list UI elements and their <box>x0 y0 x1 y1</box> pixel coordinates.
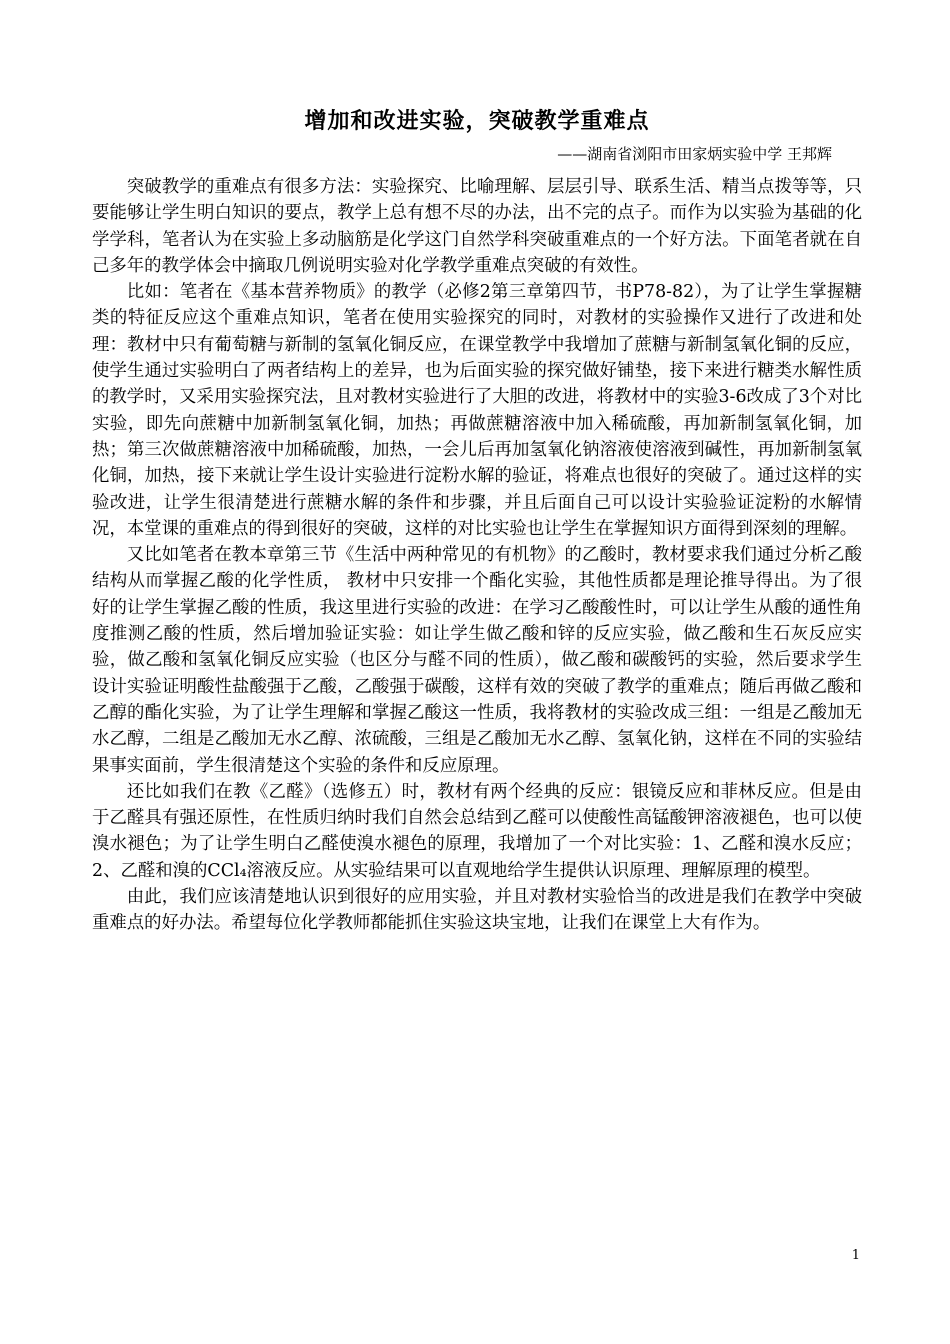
paragraph: 由此，我们应该清楚地认识到很好的应用实验，并且对教材实验恰当的改进是我们在教学中突破重难点的好办法。希望每位化学教师都能抓住实验这块宝地，让我们在课堂上大有作为。 <box>92 887 862 934</box>
document-title: 增加和改进实验，突破教学重难点 <box>304 109 650 134</box>
paragraph: 还比如我们在教《乙醛》（选修五）时，教材有两个经典的反应：银镜反应和菲林反应。但是由于乙醛具有强还原性，在性质归纳时我们自然会总结到乙醛可以使酸性高锰酸钾溶液褪色，也可以使溴水褪色；为了让学生明白乙醛使溴水褪色的原理，我增加了一个对比实验：1、乙醛和溴水反应；2、乙醛和溴的CCl₄溶液反应。从实验结果可以直观地给学生提供认识原理、理解原理的模型。 <box>92 781 862 881</box>
paragraph: 比如：笔者在《基本营养物质》的教学（必修2第三章第四节，书P78-82），为了让学生掌握糖类的特征反应这个重难点知识，笔者在使用实验探究的同时，对教材的实验操作又进行了改进和处理：教材中只有葡萄糖与新制的氢氧化铜反应，在课堂教学中我增加了蔗糖与新制氢氧化铜的反应，使学生通过实验明白了两者结构上的差异，也为后面实验的探究做好铺垫，接下来进行糖类水解性质的教学时，又采用实验探究法，且对教材实验进行了大胆的改进，将教材中的实验3-6改成了3个对比实验，即先向蔗糖中加新制氢氧化铜，加热；再做蔗糖溶液中加入稀硫酸，再加新制氢氧化铜，加热；第三次做蔗糖溶液中加稀硫酸，加热，一会儿后再加氢氧化钠溶液使溶液到碱性，再加新制氢氧化铜，加热，接下来就让学生设计实验进行淀粉水解的验证，将难点也很好的突破了。通过这样的实验改进，让学生很清楚进行蔗糖水解的条件和步骤，并且后面自己可以设计实验验证淀粉的水解情况，本堂课的重难点的得到很好的突破，这样的对比实验也让学生在掌握知识方面得到深刻的理解。 <box>92 282 862 539</box>
page-number: 1 <box>851 1248 860 1263</box>
document-page <box>92 106 862 937</box>
paragraph: 突破教学的重难点有很多方法：实验探究、比喻理解、层层引导、联系生活、精当点拨等等，只要能够让学生明白知识的要点，教学上总有想不尽的办法，出不完的点子。而作为以实验为基础的化学学科，笔者认为在实验上多动脑筋是化学这门自然学科突破重难点的一个好方法。下面笔者就在自己多年的教学体会中摘取几例说明实验对化学教学重难点突破的有效性。 <box>92 177 862 276</box>
paragraph: 又比如笔者在教本章第三节《生活中两种常见的有机物》的乙酸时，教材要求我们通过分析乙酸结构从而掌握乙酸的化学性质， 教材中只安排一个酯化实验，其他性质都是理论推导得出。为了很好的让学生掌握乙酸的性质，我这里进行实验的改进：在学习乙酸酸性时，可以让学生从酸的通性角度推测乙酸的性质，然后增加验证实验：如让学生做乙酸和锌的反应实验，做乙酸和生石灰反应实验，做乙酸和氢氧化铜反应实验（也区分与醛不同的性质），做乙酸和碳酸钙的实验，然后要求学生设计实验证明酸性盐酸强于乙酸，乙酸强于碳酸，这样有效的突破了教学的重难点；随后再做乙酸和乙醇的酯化实验，为了让学生理解和掌握乙酸这一性质，我将教材的实验改成三组：一组是乙酸加无水乙醇，二组是乙酸加无水乙醇、浓硫酸，三组是乙酸加无水乙醇、氢氧化钠，这样在不同的实验结果事实面前，学生很清楚这个实验的条件和反应原理。 <box>92 545 862 776</box>
author-line: ——湖南省浏阳市田家炳实验中学 王邦辉 <box>557 145 832 163</box>
